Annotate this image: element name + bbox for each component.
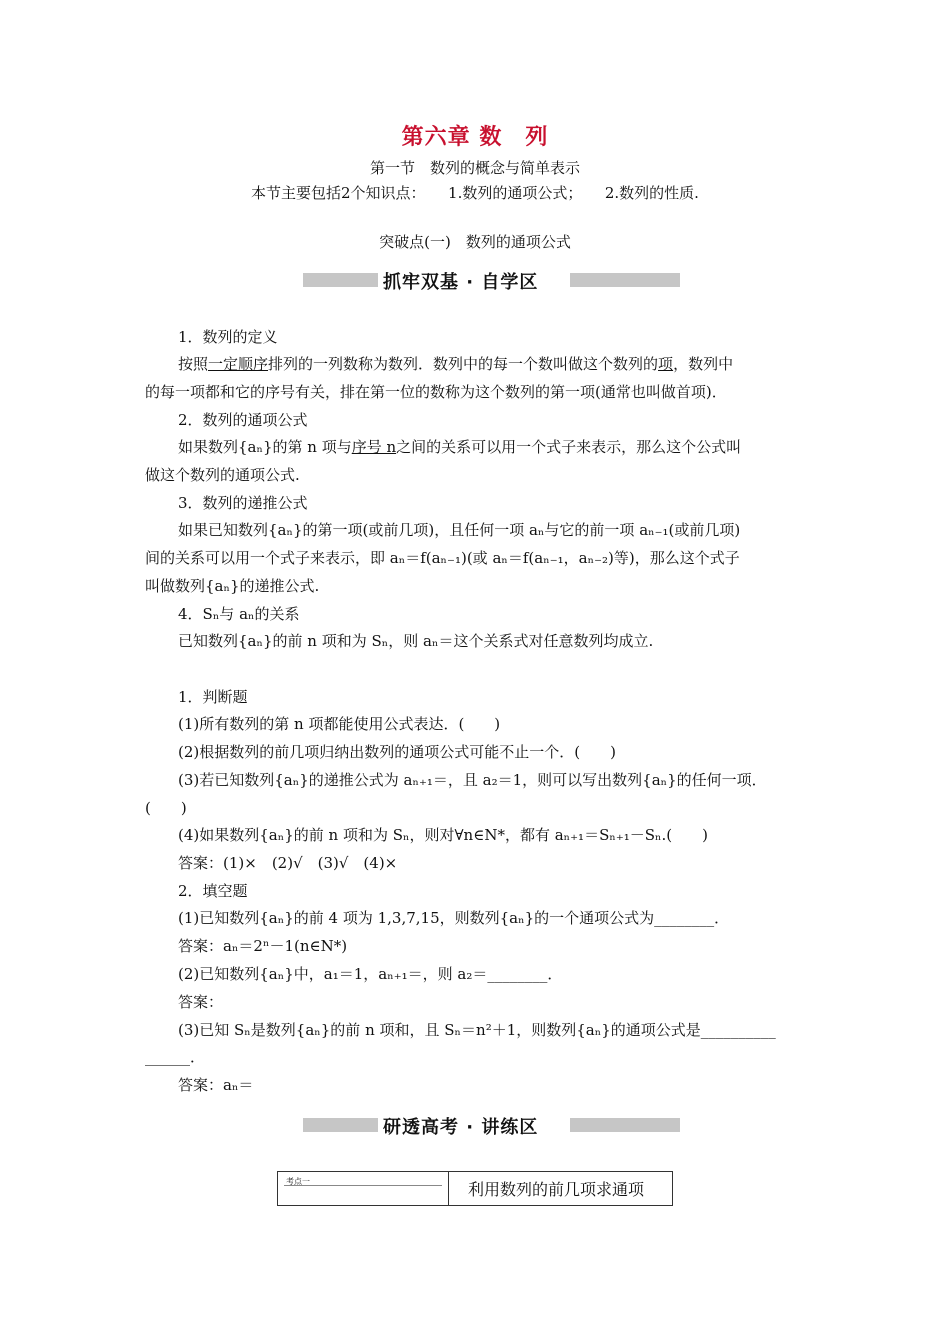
fill-question-3: (3)已知 Sₙ是数列{aₙ}的前 n 项和，且 Sₙ＝n²＋1，则数列{aₙ}的通项公式是__________: [178, 1021, 776, 1039]
section-title: 第一节 数列的概念与简单表示: [369, 159, 580, 177]
knowledge-para-1-line-2: 的每一项都和它的序号有关，排在第一位的数称为这个数列的第一项(通常也叫做首项)．: [145, 383, 727, 401]
topic-tag: 考点一: [286, 1177, 310, 1186]
fill-question-1: (1)已知数列{aₙ}的前 4 项为 1,3,7,15，则数列{aₙ}的一个通项公式为________．: [178, 909, 730, 927]
knowledge-para-2-line-2: 做这个数列的通项公式.: [145, 466, 300, 484]
judge-question-2: (2)根据数列的前几项归纳出数列的通项公式可能不止一个．( ): [178, 743, 616, 761]
fill-question-3-continued: ______．: [145, 1048, 206, 1066]
banner-text: 研透高考 · 讲练区: [383, 1117, 539, 1138]
section-intro: 本节主要包括2个知识点： 1.数列的通项公式； 2.数列的性质.: [251, 184, 699, 202]
banner-bar-right: [570, 1118, 680, 1132]
judge-question-3: (3)若已知数列{aₙ}的递推公式为 aₙ₊₁＝，且 a₂＝1，则可以写出数列{aₙ}的任何一项．: [178, 771, 767, 789]
text-run: 排列的一列数称为数列．数列中的每一个数叫做这个数列的: [268, 355, 659, 373]
self-study-banner: [303, 270, 680, 293]
exercise-heading-2: 2．填空题: [178, 882, 248, 900]
text-run: 按照: [178, 355, 209, 373]
topic-title: 利用数列的前几项求通项: [468, 1180, 645, 1199]
judge-question-4: (4)如果数列{aₙ}的前 n 项和为 Sₙ，则对∀n∈N*，都有 aₙ₊₁＝Sₙ₊₁－Sₙ.( ): [178, 826, 709, 844]
fill-answer-3: 答案：aₙ＝: [178, 1076, 254, 1094]
fill-answer-2: 答案：: [178, 993, 224, 1011]
underlined-term: 序号 n: [351, 438, 397, 456]
topic-tag-cell: [278, 1172, 449, 1205]
text-run: ，数列中: [673, 355, 734, 373]
underlined-term: 一定顺序: [208, 355, 269, 373]
knowledge-heading-2: 2．数列的通项公式: [178, 411, 308, 429]
topic-box: [277, 1171, 673, 1206]
knowledge-para-1-line-1: [178, 353, 733, 374]
fill-answer-1: 答案：aₙ＝2ⁿ－1(n∈N*): [178, 937, 348, 955]
banner-bar-left: [303, 273, 378, 287]
knowledge-heading-1: 1．数列的定义: [178, 328, 278, 346]
knowledge-para-4-line-1: 已知数列{aₙ}的前 n 项和为 Sₙ，则 aₙ＝这个关系式对任意数列均成立.: [178, 632, 654, 650]
text-run: 如果数列{aₙ}的第 n 项与: [178, 438, 352, 456]
underlined-term: 项: [658, 355, 674, 373]
banner-bar-right: [570, 273, 680, 287]
knowledge-heading-3: 3．数列的递推公式: [178, 494, 308, 512]
exercise-heading-1: 1．判断题: [178, 688, 248, 706]
breakpoint-heading: 突破点(一) 数列的通项公式: [379, 233, 571, 251]
judge-question-3-continued: ( ): [145, 799, 187, 817]
judge-question-1: (1)所有数列的第 n 项都能使用公式表达．( ): [178, 715, 501, 733]
knowledge-para-3-line-1: 如果已知数列{aₙ}的第一项(或前几项)，且任何一项 aₙ与它的前一项 aₙ₋₁(或前几项): [178, 521, 741, 539]
topic-tag-rule: [284, 1185, 442, 1186]
knowledge-para-3-line-3: 叫做数列{aₙ}的递推公式.: [145, 577, 320, 595]
knowledge-para-3-line-2: 间的关系可以用一个式子来表示，即 aₙ＝f(aₙ₋₁)(或 aₙ＝f(aₙ₋₁，aₙ₋₂)等)，那么这个式子: [145, 549, 740, 567]
chapter-title: 第六章 数 列: [401, 125, 549, 150]
text-run: 之间的关系可以用一个式子来表示，那么这个公式叫: [396, 438, 742, 456]
judge-answers: 答案：(1)× (2)√ (3)√ (4)×: [178, 854, 398, 872]
fill-question-2: (2)已知数列{aₙ}中，a₁＝1，aₙ₊₁＝，则 a₂＝________．: [178, 965, 563, 983]
banner-bar-left: [303, 1118, 378, 1132]
knowledge-para-2-line-1: [178, 436, 741, 457]
banner-text: 抓牢双基 · 自学区: [383, 272, 539, 293]
knowledge-heading-4: 4．Sₙ与 aₙ的关系: [178, 605, 300, 623]
practice-banner: [303, 1115, 680, 1138]
